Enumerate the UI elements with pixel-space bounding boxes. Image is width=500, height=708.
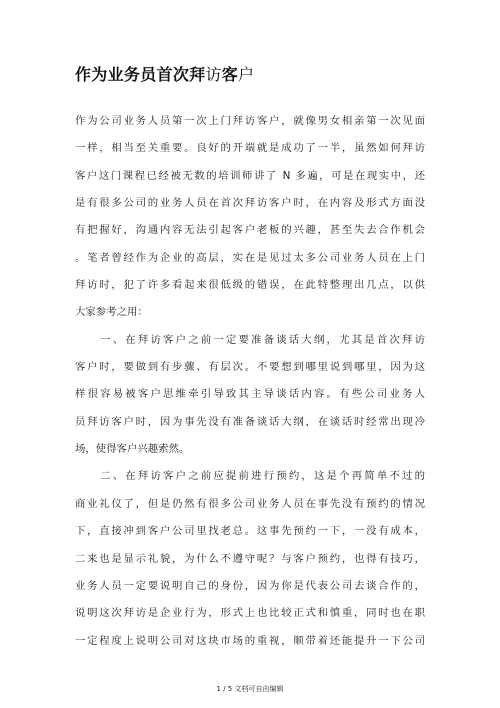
title-part-3: 访 — [205, 65, 222, 84]
title-part-2: 首次拜 — [156, 65, 206, 84]
text-line: 业务人员一定要说明自己的身份，因为你是代表公司去谈合作的， — [75, 579, 425, 592]
text-line: 员拜访客户时，因为事先没有准备谈话大纲，在谈话时经常出现冷 — [75, 415, 425, 428]
title-part-5: 户 — [238, 65, 255, 84]
document-body — [75, 108, 425, 655]
text-line: 商业礼仪了，但是仍然有很多公司业务人员在事先没有预约的情况 — [75, 497, 425, 510]
text-line: 客户时，要做到有步骤、有层次。不要想到哪里说到哪里，因为这 — [75, 361, 425, 374]
text-line: 大家参考之用： — [75, 306, 148, 319]
document-title — [75, 62, 254, 85]
text-line: 一样，相当至关重要。良好的开端就是成功了一半，虽然如何拜访 — [75, 142, 425, 155]
text-line: 下，直接冲到客户公司里找老总。这事先预约一下，一没有成本， — [75, 525, 425, 538]
text-line: 二来也是显示礼貌，为什么不遵守呢？与客户预约，也得有技巧， — [75, 552, 425, 565]
text-line: 场，使得客户兴趣索然。 — [75, 443, 190, 456]
text-line: 拜访时，犯了许多看起来很低级的错误，在此特整理出几点，以供 — [75, 279, 425, 292]
title-part-4: 客 — [221, 65, 239, 84]
text-line: 作为公司业务人员第一次上门拜访客户，就像男女相亲第一次见面 — [75, 115, 425, 127]
text-line: 是有很多公司的业务人员在首次拜访客户时，在内容及形式方面没 — [75, 197, 425, 210]
page-footer: 1 / 5 文档可自由编辑 — [216, 685, 284, 693]
text-line: 说明这次拜访是企业行为，形式上也比较正式和慎重，同时也在职 — [75, 607, 425, 620]
text-line: 。笔者曾经作为企业的高层，实在是见过太多公司业务人员在上门 — [75, 251, 425, 264]
text-line: 二、在拜访客户之前应提前进行预约，这是个再简单不过的 — [75, 470, 425, 483]
text-line: 样很容易被客户思维牵引导致其主导谈话内容。有些公司业务人 — [75, 388, 425, 401]
title-part-1: 作为业务员 — [75, 65, 157, 84]
text-line: 一、在拜访客户之前一定要准备谈话大纲，尤其是首次拜访 — [75, 333, 425, 346]
text-line: 一定程度上说明公司对这块市场的重视，顺带着还能提升一下公司 — [75, 634, 425, 647]
text-line: 有把握好，沟通内容无法引起客户老板的兴趣，甚至失去合作机会 — [75, 224, 425, 237]
text-line: 客户这门课程已经被无数的培训师讲了 N 多遍，可是在现实中，还 — [75, 169, 425, 182]
